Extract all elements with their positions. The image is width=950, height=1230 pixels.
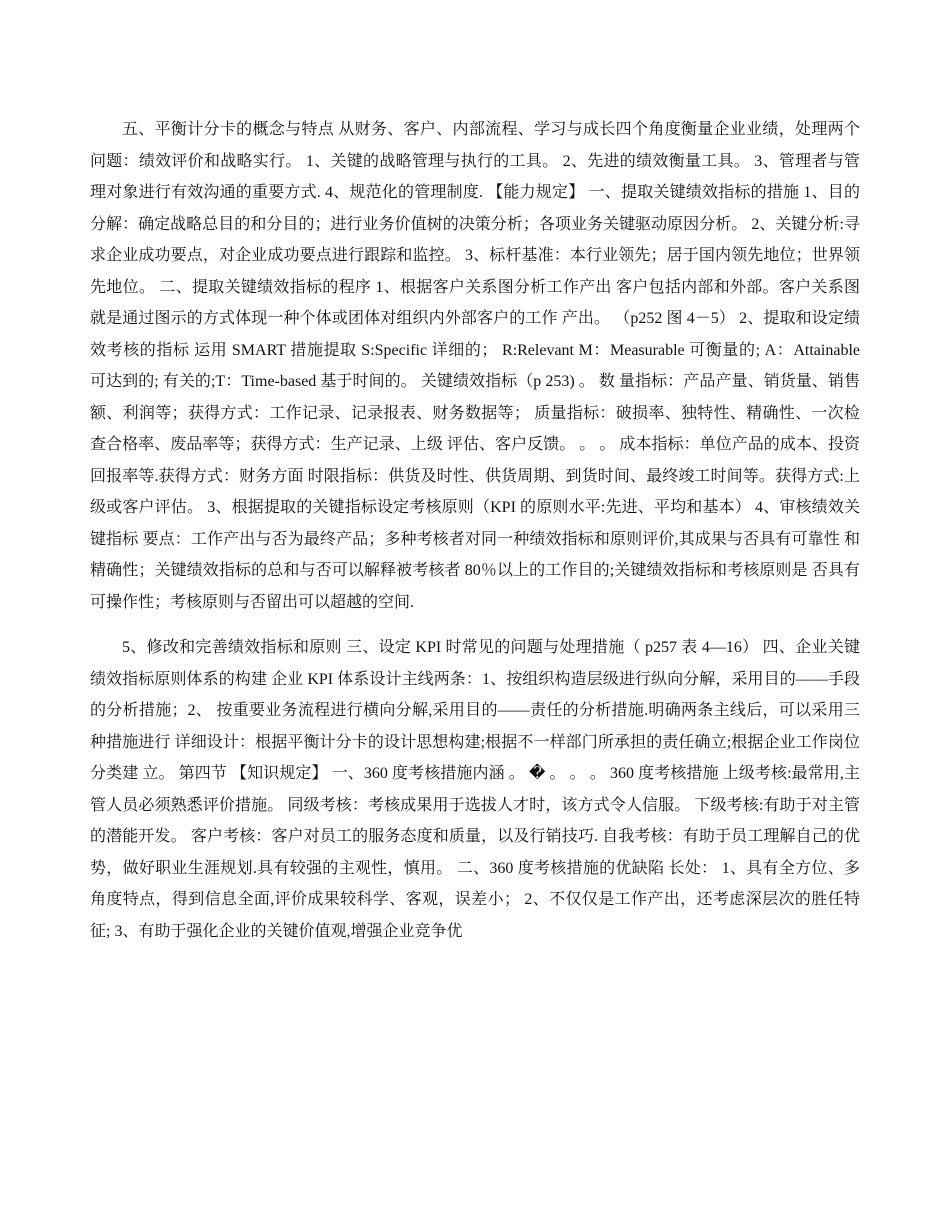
paragraph-kpi-system-360-review: 5、修改和完善绩效指标和原则 三、设定 KPI 时常见的问题与处理措施（ p257 表 4—16） 四、企业关键绩效指标原则体系的构建 企业 KPI 体系设计主线两条：1、按组织构造层级进行纵向分解，采用目的——手段的分析措施；2、 按重要业务流程进行横向分解,采用目的——责任的分析措施.明确两条主线后，可以采用三种措施进行 详细设计：根据平衡计分卡的设计思想构建;根据不一样部门所承担的责任确立;根据企业工作岗位分类建 立。 第四节 【知识规定】 一、360 度考核措施内涵 。 � 。 。 。 360 度考核措施 上级考核:最常用,主管人员必须熟悉评价措施。 同级考核：考核成果用于选拔人才时，该方式令人信服。 下级考核:有助于对主管的潜能开发。 客户考核：客户对员工的服务态度和质量，以及行销技巧. 自我考核：有助于员工理解自己的优势，做好职业生涯规划.具有较强的主观性，慎用。 二、360 度考核措施的优缺陷 长处： 1、具有全方位、多角度特点，得到信息全面,评价成果较科学、客观，误差小； 2、不仅仅是工作产出，还考虑深层次的胜任特征; 3、有助于强化企业的关键价值观,增强企业竞争优 (90, 639, 860, 940)
paragraph-balanced-scorecard-kpi: 五、平衡计分卡的概念与特点 从财务、客户、内部流程、学习与成长四个角度衡量企业业绩，处理两个问题：绩效评价和战略实行。 1、关键的战略管理与执行的工具。 2、先进的绩效衡量工具。 3、管理者与管理对象进行有效沟通的重要方式. 4、规范化的管理制度. 【能力规定】 一、提取关键绩效指标的措施 1、目的分解：确定战略总目的和分目的；进行业务价值树的决策分析；各项业务关键驱动原因分析。 2、关键分析:寻求企业成功要点，对企业成功要点进行跟踪和监控。 3、标杆基准：本行业领先；居于国内领先地位；世界领先地位。 二、提取关键绩效指标的程序 1、根据客户关系图分析工作产出 客户包括内部和外部。客户关系图就是通过图示的方式体现一种个体或团体对组织内外部客户的工作 产出。 （p252 图 4－5） 2、提取和设定绩效考核的指标 运用 SMART 措施提取 S:Specific 详细的； R:Relevant M：Measurable 可衡量的; A：Attainable 可达到的; 有关的;T：Time-based 基于时间的。 关键绩效指标（p 253) 。 数 量指标：产品产量、销货量、销售额、利润等；获得方式：工作记录、记录报表、财务数据等； 质量指标：破损率、独特性、精确性、一次检查合格率、废品率等；获得方式：生产记录、上级 评估、客户反馈。 。 。 成本指标：单位产品的成本、投资回报率等.获得方式：财务方面 时限指标：供货及时性、供货周期、到货时间、最终竣工时间等。获得方式:上级或客户评估。 3、根据提取的关键指标设定考核原则（KPI 的原则水平:先进、平均和基本） 4、审核绩效关键指标 要点：工作产出与否为最终产品；多种考核者对同一种绩效指标和原则评价,其成果与否具有可靠性 和精确性；关键绩效指标的总和与否可以解释被考核者 80％以上的工作目的;关键绩效指标和考核原则是 否具有可操作性；考核原则与否留出可以超越的空间. (90, 121, 860, 611)
document-body (90, 114, 860, 947)
